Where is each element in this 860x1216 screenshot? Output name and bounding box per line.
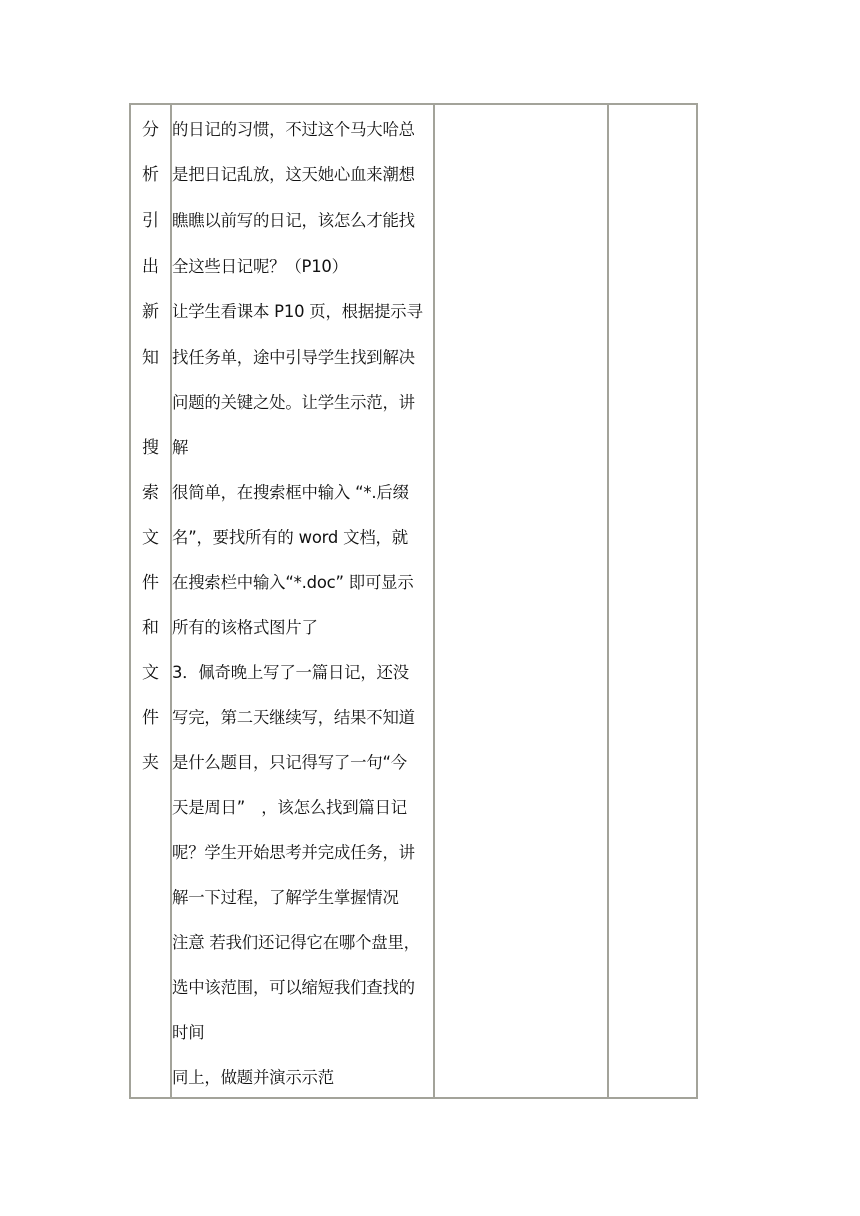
content-line: 在搜索栏中输入“*.doc” 即可显示	[172, 573, 414, 592]
column-divider	[607, 105, 609, 1097]
section-title-char: 分	[142, 120, 159, 140]
section-title-char: 析	[142, 165, 159, 185]
content-line: 问题的关键之处。让学生示范，讲	[172, 393, 415, 412]
content-line: 所有的该格式图片了	[172, 618, 318, 637]
content-line: 解一下过程，了解学生掌握情况	[172, 888, 399, 907]
content-line: 选中该范围，可以缩短我们查找的	[172, 978, 415, 997]
content-line: 很简单，在搜索框中输入 “*.后缀	[172, 483, 409, 502]
content-line: 解	[172, 438, 189, 457]
content-line: 瞧瞧以前写的日记，该怎么才能找	[172, 211, 415, 230]
section-title-char: 件	[142, 708, 159, 728]
section-title-char: 知	[142, 348, 159, 368]
content-line: 时间	[172, 1023, 205, 1042]
section-title-char: 夹	[142, 753, 159, 773]
section-title-char: 索	[142, 483, 159, 503]
content-line: 天是周日” ，该怎么找到篇日记	[172, 798, 407, 817]
lesson-plan-table	[129, 103, 698, 1099]
content-line: 呢？学生开始思考并完成任务，讲	[172, 843, 415, 862]
content-line: 全这些日记呢？（P10）	[172, 257, 348, 276]
content-line: 名”，要找所有的 word 文档，就	[172, 528, 408, 547]
content-line: 找任务单，途中引导学生找到解决	[172, 348, 415, 367]
section-title-char: 件	[142, 573, 159, 593]
section-title-char: 文	[142, 663, 159, 683]
content-line: 的日记的习惯，不过这个马大哈总	[172, 120, 415, 139]
section-title-char: 引	[142, 211, 159, 231]
section-title-char: 文	[142, 528, 159, 548]
content-line: 是什么题目，只记得写了一句“今	[172, 753, 407, 772]
content-line: 是把日记乱放，这天她心血来潮想	[172, 165, 415, 184]
section-title-char: 搜	[142, 438, 159, 458]
content-line: 注意 若我们还记得它在哪个盘里，	[172, 933, 420, 952]
section-title-char: 和	[142, 618, 159, 638]
content-line: 让学生看课本 P10 页，根据提示寻	[172, 302, 423, 321]
content-line: 3．佩奇晚上写了一篇日记，还没	[172, 663, 409, 682]
content-line: 同上，做题并演示示范	[172, 1068, 334, 1087]
section-title-char: 新	[142, 302, 159, 322]
content-line: 写完，第二天继续写，结果不知道	[172, 708, 415, 727]
section-title-char: 出	[142, 257, 159, 277]
